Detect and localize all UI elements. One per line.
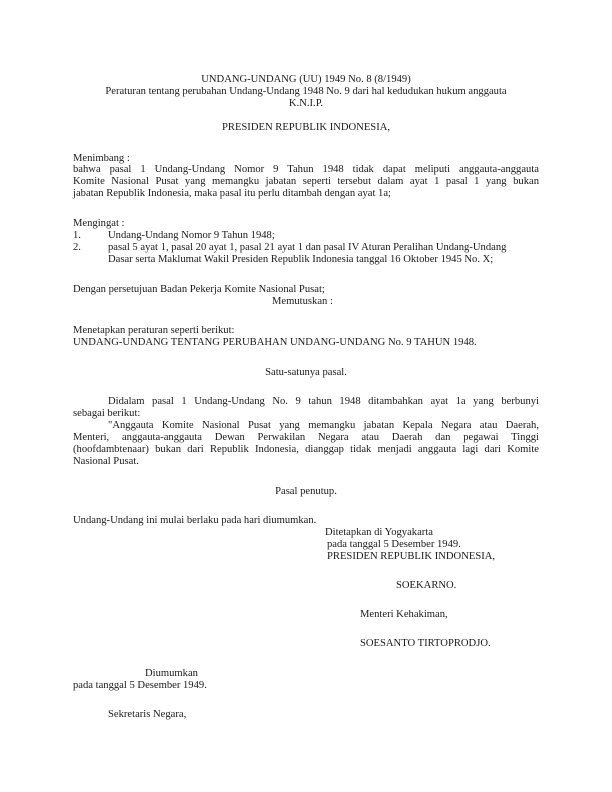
- menimbang-label: Menimbang :: [73, 153, 130, 164]
- secretary-title: Sekretaris Negara,: [108, 709, 187, 720]
- menetapkan-line-2: UNDANG-UNDANG TENTANG PERUBAHAN UNDANG-UNDANG No. 9 TAHUN 1948.: [73, 337, 477, 348]
- pasal-satu-quote-line-2: Menteri, anggauta-anggauta Dewan Perwakilan Negara atau Daerah dan pegawai Tinggi: [73, 432, 539, 443]
- menimbang-line-2: Komite Nasional Pusat yang memangku jabatan seperti tersebut dalam ayat 1 pasal 1 yang bukan: [73, 176, 539, 187]
- mengingat-item-2-text-2: Dasar serta Maklumat Wakil Presiden Republik Indonesia tanggal 16 Oktober 1945 No. X;: [108, 254, 494, 265]
- pasal-penutup-heading: Pasal penutup.: [275, 486, 337, 497]
- minister-name: SOESANTO TIRTOPRODJO.: [360, 638, 491, 649]
- signature-office: PRESIDEN REPUBLIK INDONESIA,: [327, 551, 496, 562]
- mengingat-item-2-num: 2.: [73, 242, 81, 253]
- pasal-satu-quote-line-4: Nasional Pusat.: [73, 456, 139, 467]
- minister-title: Menteri Kehakiman,: [360, 609, 448, 620]
- pasal-satu-quote-line-1: "Anggauta Komite Nasional Pusat yang memangku jabatan Kepala Negara atau Daerah,: [108, 420, 539, 431]
- document-subtitle-line1: Peraturan tentang perubahan Undang-Undang 1948 No. 9 dari hal kedudukan hukum anggauta: [105, 86, 507, 97]
- memutuskan-heading: Memutuskan :: [272, 296, 333, 307]
- menetapkan-line-1: Menetapkan peraturan seperti berikut:: [73, 325, 235, 336]
- document-subtitle-line2: K.N.I.P.: [288, 98, 324, 109]
- signature-date: pada tanggal 5 Desember 1949.: [327, 539, 461, 550]
- mengingat-item-2-text-1: pasal 5 ayat 1, pasal 20 ayat 1, pasal 21 ayat 1 dan pasal IV Aturan Peralihan Undang-Undang: [108, 242, 507, 253]
- pasal-satu-heading: Satu-satunya pasal.: [265, 367, 347, 378]
- announcement-date: pada tanggal 5 Desember 1949.: [73, 680, 207, 691]
- mengingat-item-1-text: Undang-Undang Nomor 9 Tahun 1948;: [108, 230, 275, 241]
- issuer-heading: PRESIDEN REPUBLIK INDONESIA,: [221, 122, 391, 133]
- signature-place: Ditetapkan di Yogyakarta: [325, 527, 433, 538]
- mengingat-label: Mengingat :: [73, 218, 125, 229]
- menimbang-line-3: jabatan Republik Indonesia, maka pasal itu perlu ditambah dengan ayat 1a;: [73, 188, 392, 199]
- pasal-satu-quote-line-3: (hoofdambtenaar) bukan dari Republik Indonesia, dianggap tidak menjadi anggauta lagi dari Komite: [73, 444, 539, 455]
- pasal-satu-intro-line-2: sebagai berikut:: [73, 408, 141, 419]
- pasal-penutup-text: Undang-Undang ini mulai berlaku pada hari diumumkan.: [73, 515, 317, 526]
- announcement-label: Diumumkan: [145, 668, 198, 679]
- menimbang-line-1: bahwa pasal 1 Undang-Undang Nomor 9 Tahun 1948 tidak dapat meliputi anggauta-anggauta: [73, 164, 539, 175]
- persetujuan-text: Dengan persetujuan Badan Pekerja Komite Nasional Pusat;: [73, 284, 325, 295]
- signature-name: SOEKARNO.: [396, 580, 457, 591]
- mengingat-item-1-num: 1.: [73, 230, 81, 241]
- document-title: UNDANG-UNDANG (UU) 1949 No. 8 (8/1949): [201, 74, 411, 85]
- pasal-satu-intro-line-1: Didalam pasal 1 Undang-Undang No. 9 tahun 1948 ditambahkan ayat 1a yang berbunyi: [108, 396, 539, 407]
